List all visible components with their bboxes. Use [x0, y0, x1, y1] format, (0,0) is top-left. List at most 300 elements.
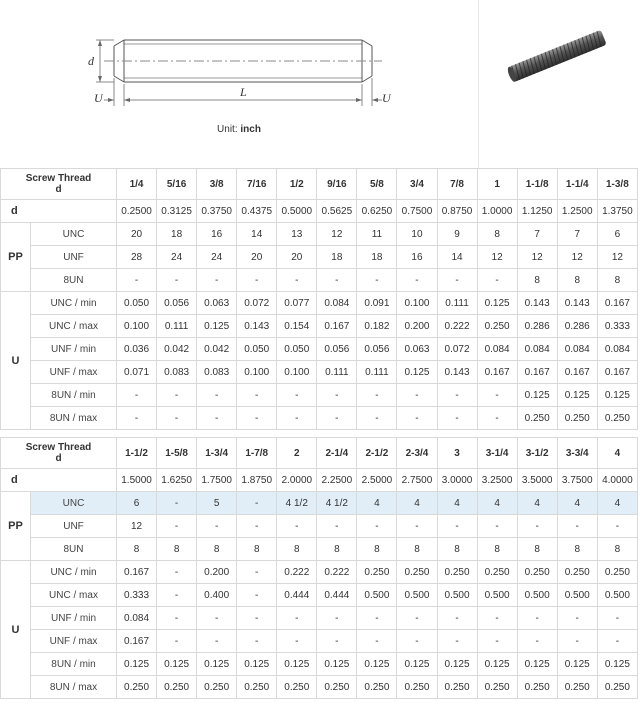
u-value-cell: - [157, 584, 197, 607]
u-value-cell: - [437, 607, 477, 630]
u-value-cell: 0.125 [557, 653, 597, 676]
pp-value-cell: 8 [477, 223, 517, 246]
u-value-cell: 0.100 [397, 292, 437, 315]
u-value-cell: - [317, 384, 357, 407]
pp-value-cell: - [317, 269, 357, 292]
pp-value-cell: 7 [517, 223, 557, 246]
pp-value-cell: 8 [317, 538, 357, 561]
u-value-cell: - [117, 384, 157, 407]
u-value-cell: 0.500 [517, 584, 557, 607]
d-value-cell: 0.7500 [397, 200, 437, 223]
pp-value-cell: - [277, 269, 317, 292]
u-value-cell: - [157, 407, 197, 430]
screw-thread-d-label: d [55, 453, 62, 464]
screw-thread-label: Screw Thread [25, 442, 92, 453]
pp-value-cell: 8 [437, 538, 477, 561]
spec-table-2 [0, 437, 638, 699]
pp-value-cell: 24 [157, 246, 197, 269]
screw-thread-d-label: d [55, 184, 62, 195]
u-value-cell: - [477, 384, 517, 407]
d-value-cell: 0.5625 [317, 200, 357, 223]
size-header-cell: 1-7/8 [237, 438, 277, 469]
size-header-cell: 1/2 [277, 169, 317, 200]
table-header-row [1, 169, 638, 200]
u-value-cell: - [557, 630, 597, 653]
u-value-cell: 0.250 [237, 676, 277, 699]
u-value-cell: 0.050 [117, 292, 157, 315]
u-value-cell: - [437, 407, 477, 430]
size-header-cell: 1-3/8 [597, 169, 637, 200]
size-header-cell: 1-3/4 [197, 438, 237, 469]
u-value-cell: 0.167 [117, 561, 157, 584]
pp-value-cell: - [477, 515, 517, 538]
pp-value-cell: 16 [197, 223, 237, 246]
u-value-cell: 0.250 [437, 561, 477, 584]
u-value-cell: 0.250 [517, 676, 557, 699]
u-value-cell: 0.444 [277, 584, 317, 607]
dim-U-right-label: U [382, 91, 391, 105]
size-header-cell: 4 [597, 438, 637, 469]
d-value-cell: 3.5000 [517, 469, 557, 492]
u-value-cell: 0.143 [557, 292, 597, 315]
spec-table-1 [0, 168, 638, 430]
u-value-cell: 0.063 [397, 338, 437, 361]
size-header-cell: 2-1/2 [357, 438, 397, 469]
pp-value-cell: 4 [437, 492, 477, 515]
u-value-cell: 0.125 [197, 315, 237, 338]
u-value-cell: - [157, 384, 197, 407]
pp-value-cell: 4 [477, 492, 517, 515]
size-header-cell: 5/16 [157, 169, 197, 200]
pp-value-cell: 8 [597, 538, 637, 561]
u-value-cell: - [357, 407, 397, 430]
u-value-cell: - [237, 407, 277, 430]
u-row [1, 407, 638, 430]
pp-value-cell: 8 [557, 538, 597, 561]
pp-value-cell: 8 [117, 538, 157, 561]
pp-value-cell: 8 [197, 538, 237, 561]
u-value-cell: 0.077 [277, 292, 317, 315]
pp-value-cell: 8 [157, 538, 197, 561]
u-value-cell: - [397, 384, 437, 407]
pp-value-cell: 12 [477, 246, 517, 269]
u-value-cell: 0.250 [557, 561, 597, 584]
dim-d-label: d [88, 54, 94, 68]
d-value-cell: 0.8750 [437, 200, 477, 223]
u-value-cell: 0.400 [197, 584, 237, 607]
pp-row-label: UNF [31, 246, 117, 269]
size-header-cell: 3-3/4 [557, 438, 597, 469]
u-value-cell: 0.500 [597, 584, 637, 607]
u-value-cell: 0.111 [437, 292, 477, 315]
u-value-cell: 0.143 [517, 292, 557, 315]
pp-row-label: 8UN [31, 538, 117, 561]
d-value-cell: 1.7500 [197, 469, 237, 492]
u-value-cell: - [277, 630, 317, 653]
u-value-cell: 0.084 [557, 338, 597, 361]
u-value-cell: - [557, 607, 597, 630]
u-value-cell: - [197, 407, 237, 430]
d-value-cell: 1.5000 [117, 469, 157, 492]
u-value-cell: - [157, 561, 197, 584]
u-row [1, 584, 638, 607]
size-header-cell: 3 [437, 438, 477, 469]
pp-value-cell: 8 [277, 538, 317, 561]
u-value-cell: 0.072 [437, 338, 477, 361]
u-value-cell: 0.250 [517, 407, 557, 430]
u-value-cell: 0.154 [277, 315, 317, 338]
u-value-cell: - [357, 607, 397, 630]
u-value-cell: - [237, 384, 277, 407]
u-value-cell: 0.500 [437, 584, 477, 607]
u-value-cell: 0.250 [197, 676, 237, 699]
u-value-cell: - [237, 607, 277, 630]
pp-value-cell: 5 [197, 492, 237, 515]
u-value-cell: 0.444 [317, 584, 357, 607]
u-value-cell: 0.083 [157, 361, 197, 384]
pp-value-cell: 4 1/2 [317, 492, 357, 515]
pp-value-cell: 14 [237, 223, 277, 246]
u-value-cell: - [197, 607, 237, 630]
u-value-cell: - [197, 630, 237, 653]
pp-value-cell: 6 [597, 223, 637, 246]
u-value-cell: 0.036 [117, 338, 157, 361]
u-value-cell: - [477, 607, 517, 630]
u-group-label: U [1, 292, 31, 430]
pp-value-cell: - [477, 269, 517, 292]
figure-area [0, 0, 640, 168]
u-value-cell: - [357, 384, 397, 407]
u-value-cell: 0.250 [357, 561, 397, 584]
u-value-cell: - [477, 630, 517, 653]
u-value-cell: 0.250 [117, 676, 157, 699]
u-value-cell: 0.083 [197, 361, 237, 384]
pp-value-cell: 28 [117, 246, 157, 269]
u-value-cell: 0.125 [397, 361, 437, 384]
u-value-cell: 0.125 [517, 384, 557, 407]
u-value-cell: - [597, 607, 637, 630]
u-value-cell: - [517, 607, 557, 630]
d-value-cell: 0.2500 [117, 200, 157, 223]
u-value-cell: - [117, 407, 157, 430]
u-value-cell: 0.125 [237, 653, 277, 676]
pp-value-cell: 24 [197, 246, 237, 269]
u-value-cell: 0.125 [317, 653, 357, 676]
d-value-cell: 2.2500 [317, 469, 357, 492]
u-value-cell: 0.200 [197, 561, 237, 584]
u-value-cell: 0.222 [437, 315, 477, 338]
u-value-cell: 0.084 [517, 338, 557, 361]
u-value-cell: - [477, 407, 517, 430]
pp-row-label: UNF [31, 515, 117, 538]
pp-value-cell: - [237, 515, 277, 538]
d-row-label: d [1, 469, 117, 492]
u-value-cell: 0.125 [477, 292, 517, 315]
u-value-cell: 0.063 [197, 292, 237, 315]
d-value-cell: 2.5000 [357, 469, 397, 492]
u-value-cell: 0.056 [317, 338, 357, 361]
d-value-cell: 0.3125 [157, 200, 197, 223]
pp-row-label: UNC [31, 223, 117, 246]
u-value-cell: 0.250 [397, 561, 437, 584]
u-row-label: 8UN / min [31, 384, 117, 407]
dim-L-label: L [240, 85, 247, 99]
pp-value-cell: 9 [437, 223, 477, 246]
pp-value-cell: - [357, 515, 397, 538]
u-row-label: UNC / min [31, 292, 117, 315]
pp-value-cell: - [197, 515, 237, 538]
pp-value-cell: 4 [557, 492, 597, 515]
u-value-cell: 0.100 [237, 361, 277, 384]
size-header-cell: 2-1/4 [317, 438, 357, 469]
u-value-cell: 0.250 [557, 676, 597, 699]
u-value-cell: 0.050 [277, 338, 317, 361]
u-value-cell: 0.167 [477, 361, 517, 384]
table-header-row [1, 438, 638, 469]
u-value-cell: - [237, 630, 277, 653]
pp-value-cell: 16 [397, 246, 437, 269]
u-row [1, 361, 638, 384]
pp-value-cell: 12 [117, 515, 157, 538]
pp-value-cell: - [157, 269, 197, 292]
size-header-cell: 7/8 [437, 169, 477, 200]
u-value-cell: 0.167 [317, 315, 357, 338]
u-row-label: 8UN / max [31, 407, 117, 430]
size-header-cell: 2 [277, 438, 317, 469]
u-value-cell: 0.250 [477, 676, 517, 699]
u-row [1, 315, 638, 338]
pp-value-cell: - [557, 515, 597, 538]
d-value-cell: 2.0000 [277, 469, 317, 492]
u-value-cell: 0.500 [397, 584, 437, 607]
u-value-cell: 0.250 [597, 561, 637, 584]
pp-value-cell: - [157, 492, 197, 515]
pp-value-cell: 4 [397, 492, 437, 515]
u-value-cell: 0.125 [197, 653, 237, 676]
u-row [1, 561, 638, 584]
u-value-cell: 0.167 [117, 630, 157, 653]
u-value-cell: - [397, 607, 437, 630]
pp-value-cell: - [597, 515, 637, 538]
u-value-cell: 0.084 [117, 607, 157, 630]
u-row [1, 384, 638, 407]
u-value-cell: - [437, 384, 477, 407]
u-value-cell: 0.125 [357, 653, 397, 676]
u-value-cell: 0.125 [597, 384, 637, 407]
u-value-cell: - [317, 407, 357, 430]
u-value-cell: 0.250 [477, 561, 517, 584]
u-value-cell: - [317, 607, 357, 630]
u-value-cell: 0.200 [397, 315, 437, 338]
u-value-cell: 0.286 [517, 315, 557, 338]
d-value-cell: 1.8750 [237, 469, 277, 492]
u-group-label: U [1, 561, 31, 699]
technical-drawing [0, 0, 478, 168]
u-value-cell: 0.182 [357, 315, 397, 338]
u-value-cell: - [317, 630, 357, 653]
d-value-cell: 3.2500 [477, 469, 517, 492]
pp-value-cell: - [517, 515, 557, 538]
pp-row [1, 269, 638, 292]
u-value-cell: 0.167 [557, 361, 597, 384]
u-value-cell: 0.056 [157, 292, 197, 315]
u-value-cell: 0.100 [117, 315, 157, 338]
size-header-cell: 1/4 [117, 169, 157, 200]
d-row [1, 200, 638, 223]
pp-value-cell: 12 [317, 223, 357, 246]
pp-value-cell: - [197, 269, 237, 292]
d-value-cell: 1.3750 [597, 200, 637, 223]
u-row [1, 676, 638, 699]
d-row [1, 469, 638, 492]
u-value-cell: 0.111 [357, 361, 397, 384]
d-value-cell: 0.6250 [357, 200, 397, 223]
threaded-rod-photo [478, 0, 640, 168]
size-header-cell: 3/8 [197, 169, 237, 200]
d-value-cell: 0.5000 [277, 200, 317, 223]
u-value-cell: 0.071 [117, 361, 157, 384]
u-value-cell: 0.125 [397, 653, 437, 676]
u-value-cell: 0.250 [157, 676, 197, 699]
u-value-cell: - [197, 384, 237, 407]
pp-value-cell: 20 [277, 246, 317, 269]
pp-value-cell: - [397, 515, 437, 538]
pp-value-cell: 4 [517, 492, 557, 515]
u-row [1, 292, 638, 315]
u-value-cell: 0.056 [357, 338, 397, 361]
d-value-cell: 3.0000 [437, 469, 477, 492]
u-value-cell: 0.250 [357, 676, 397, 699]
u-value-cell: 0.125 [117, 653, 157, 676]
pp-value-cell: 18 [357, 246, 397, 269]
u-value-cell: 0.286 [557, 315, 597, 338]
u-value-cell: - [357, 630, 397, 653]
u-row-label: UNF / min [31, 607, 117, 630]
pp-value-cell: 8 [517, 538, 557, 561]
pp-value-cell: 4 [357, 492, 397, 515]
pp-value-cell: 8 [597, 269, 637, 292]
d-value-cell: 1.2500 [557, 200, 597, 223]
u-row [1, 338, 638, 361]
screw-thread-header [1, 438, 117, 469]
pp-value-cell: 8 [517, 269, 557, 292]
u-value-cell: - [277, 607, 317, 630]
pp-value-cell: - [157, 515, 197, 538]
u-value-cell: - [397, 407, 437, 430]
pp-value-cell: 12 [597, 246, 637, 269]
u-value-cell: 0.250 [597, 407, 637, 430]
size-header-cell: 5/8 [357, 169, 397, 200]
pp-value-cell: 8 [397, 538, 437, 561]
u-value-cell: 0.084 [317, 292, 357, 315]
u-row [1, 630, 638, 653]
u-value-cell: 0.333 [117, 584, 157, 607]
pp-value-cell: 6 [117, 492, 157, 515]
pp-row [1, 492, 638, 515]
unit-value: inch [240, 124, 261, 135]
size-header-cell: 1-1/2 [117, 438, 157, 469]
u-value-cell: - [437, 630, 477, 653]
u-value-cell: - [157, 607, 197, 630]
u-value-cell: 0.333 [597, 315, 637, 338]
u-value-cell: - [277, 407, 317, 430]
u-value-cell: 0.042 [197, 338, 237, 361]
d-value-cell: 0.3750 [197, 200, 237, 223]
size-header-cell: 3-1/2 [517, 438, 557, 469]
screw-thread-header [1, 169, 117, 200]
pp-value-cell: 18 [157, 223, 197, 246]
u-row-label: UNC / max [31, 315, 117, 338]
size-header-cell: 9/16 [317, 169, 357, 200]
u-value-cell: 0.091 [357, 292, 397, 315]
u-value-cell: 0.250 [437, 676, 477, 699]
u-value-cell: 0.500 [557, 584, 597, 607]
u-value-cell: 0.084 [597, 338, 637, 361]
pp-row-label: 8UN [31, 269, 117, 292]
u-row-label: UNF / min [31, 338, 117, 361]
unit-caption [0, 124, 478, 135]
u-value-cell: 0.167 [517, 361, 557, 384]
pp-value-cell: - [117, 269, 157, 292]
d-value-cell: 2.7500 [397, 469, 437, 492]
pp-value-cell: 11 [357, 223, 397, 246]
d-value-cell: 1.0000 [477, 200, 517, 223]
size-header-cell: 1-1/8 [517, 169, 557, 200]
pp-value-cell: 8 [557, 269, 597, 292]
u-value-cell: 0.072 [237, 292, 277, 315]
pp-value-cell: 8 [477, 538, 517, 561]
size-header-cell: 3-1/4 [477, 438, 517, 469]
u-value-cell: 0.250 [477, 315, 517, 338]
u-value-cell: 0.125 [157, 653, 197, 676]
pp-value-cell: 12 [517, 246, 557, 269]
u-row-label: 8UN / max [31, 676, 117, 699]
size-header-cell: 1 [477, 169, 517, 200]
d-value-cell: 0.4375 [237, 200, 277, 223]
u-value-cell: 0.500 [357, 584, 397, 607]
u-row-label: 8UN / min [31, 653, 117, 676]
u-value-cell: 0.125 [277, 653, 317, 676]
pp-row-label: UNC [31, 492, 117, 515]
u-row [1, 653, 638, 676]
u-value-cell: 0.111 [317, 361, 357, 384]
u-value-cell: - [397, 630, 437, 653]
u-value-cell: - [517, 630, 557, 653]
u-value-cell: 0.084 [477, 338, 517, 361]
size-header-cell: 1-1/4 [557, 169, 597, 200]
size-header-cell: 7/16 [237, 169, 277, 200]
u-row [1, 607, 638, 630]
pp-value-cell: - [437, 515, 477, 538]
u-value-cell: 0.250 [517, 561, 557, 584]
u-value-cell: 0.125 [557, 384, 597, 407]
pp-value-cell: 4 1/2 [277, 492, 317, 515]
pp-value-cell: 20 [237, 246, 277, 269]
u-value-cell: 0.222 [317, 561, 357, 584]
pp-row [1, 223, 638, 246]
pp-value-cell: - [397, 269, 437, 292]
u-value-cell: - [237, 561, 277, 584]
u-value-cell: 0.250 [597, 676, 637, 699]
pp-value-cell: 8 [357, 538, 397, 561]
u-value-cell: 0.125 [597, 653, 637, 676]
u-row-label: UNC / min [31, 561, 117, 584]
u-value-cell: 0.167 [597, 361, 637, 384]
dim-U-left-label: U [94, 91, 103, 105]
d-value-cell: 1.6250 [157, 469, 197, 492]
d-value-cell: 3.7500 [557, 469, 597, 492]
pp-value-cell: 12 [557, 246, 597, 269]
